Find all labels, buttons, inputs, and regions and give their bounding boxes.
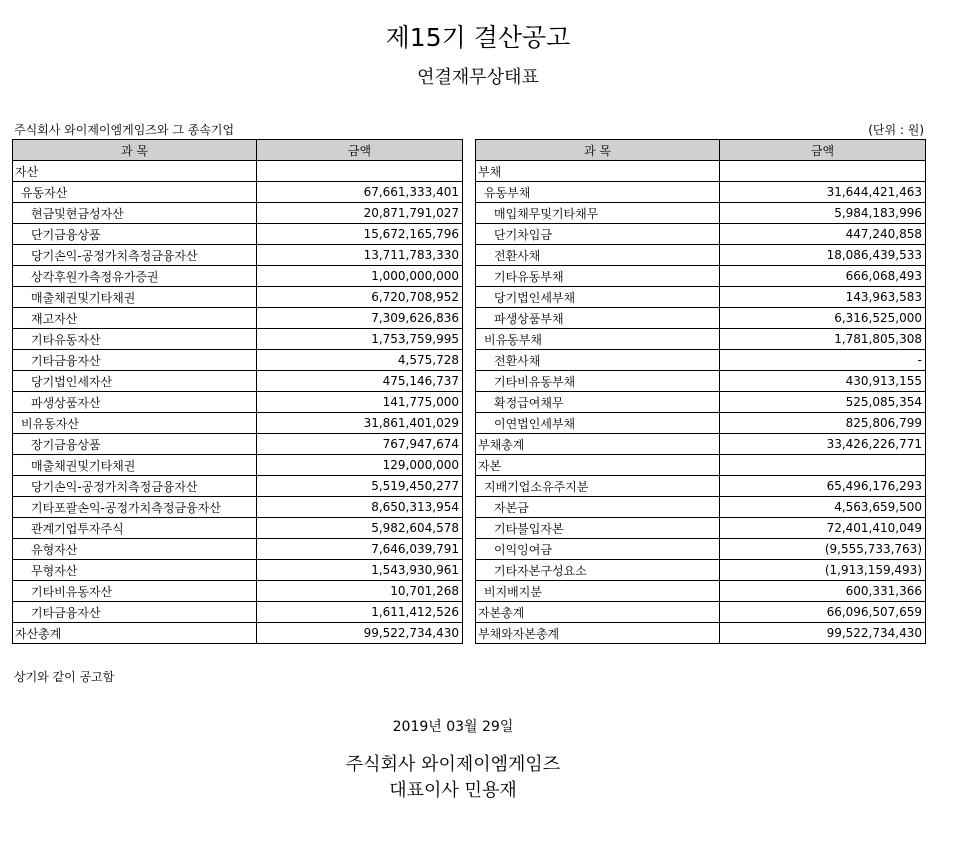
table-row bbox=[13, 161, 463, 182]
row-amount: 67,661,333,401 bbox=[257, 182, 463, 203]
liabilities-equity-table-body bbox=[476, 161, 926, 644]
row-amount: 18,086,439,533 bbox=[720, 245, 926, 266]
row-amount: 6,316,525,000 bbox=[720, 308, 926, 329]
row-amount: 13,711,783,330 bbox=[257, 245, 463, 266]
row-amount: 4,575,728 bbox=[257, 350, 463, 371]
row-amount: 143,963,583 bbox=[720, 287, 926, 308]
table-row bbox=[476, 392, 926, 413]
table-row bbox=[13, 308, 463, 329]
row-amount: 666,068,493 bbox=[720, 266, 926, 287]
table-row bbox=[476, 308, 926, 329]
row-label: 이연법인세부채 bbox=[476, 413, 720, 434]
row-amount: 1,753,759,995 bbox=[257, 329, 463, 350]
table-row bbox=[476, 434, 926, 455]
row-label: 비지배지분 bbox=[476, 581, 720, 602]
table-row bbox=[476, 329, 926, 350]
table-row bbox=[13, 623, 463, 644]
amount-header: 금액 bbox=[257, 140, 463, 161]
row-amount: 15,672,165,796 bbox=[257, 224, 463, 245]
row-label: 매출채권및기타채권 bbox=[13, 455, 257, 476]
ceo-name: 대표이사 민용재 bbox=[389, 780, 517, 801]
liabilities-equity-table bbox=[475, 139, 926, 644]
row-amount: 31,861,401,029 bbox=[257, 413, 463, 434]
table-row bbox=[476, 497, 926, 518]
row-amount bbox=[257, 161, 463, 182]
table-row bbox=[476, 623, 926, 644]
row-amount: 447,240,858 bbox=[720, 224, 926, 245]
assets-table-body bbox=[13, 161, 463, 644]
table-row bbox=[13, 182, 463, 203]
table-row bbox=[13, 560, 463, 581]
table-row bbox=[13, 224, 463, 245]
announcement-date: 2019년 03월 29일 bbox=[392, 719, 514, 735]
row-label: 기타비유동자산 bbox=[13, 581, 257, 602]
table-row bbox=[13, 350, 463, 371]
row-amount: 66,096,507,659 bbox=[720, 602, 926, 623]
table-row bbox=[476, 203, 926, 224]
row-amount: 31,644,421,463 bbox=[720, 182, 926, 203]
row-amount: (1,913,159,493) bbox=[720, 560, 926, 581]
table-row bbox=[13, 329, 463, 350]
table-row bbox=[476, 518, 926, 539]
row-label: 지배기업소유주지분 bbox=[476, 476, 720, 497]
row-label: 유동자산 bbox=[13, 182, 257, 203]
row-label: 비유동부채 bbox=[476, 329, 720, 350]
notice-text: 상기와 같이 공고함 bbox=[14, 670, 115, 684]
row-amount: 99,522,734,430 bbox=[720, 623, 926, 644]
row-amount: 1,611,412,526 bbox=[257, 602, 463, 623]
table-header-row bbox=[13, 140, 463, 161]
table-row bbox=[476, 245, 926, 266]
row-label: 자본 bbox=[476, 455, 720, 476]
row-label: 당기손익-공정가치측정금융자산 bbox=[13, 245, 257, 266]
table-row bbox=[476, 581, 926, 602]
row-label: 상각후원가측정유가증권 bbox=[13, 266, 257, 287]
table-row bbox=[476, 455, 926, 476]
company-name: 주식회사 와이제이엠게임즈 bbox=[345, 754, 561, 775]
row-label: 자본총계 bbox=[476, 602, 720, 623]
row-amount: 525,085,354 bbox=[720, 392, 926, 413]
row-amount: 6,720,708,952 bbox=[257, 287, 463, 308]
document-subtitle: 연결재무상태표 bbox=[417, 67, 539, 88]
row-label: 기타유동자산 bbox=[13, 329, 257, 350]
row-amount bbox=[720, 455, 926, 476]
table-row bbox=[476, 266, 926, 287]
row-label: 기타자본구성요소 bbox=[476, 560, 720, 581]
row-amount: 99,522,734,430 bbox=[257, 623, 463, 644]
row-amount: 7,646,039,791 bbox=[257, 539, 463, 560]
table-row bbox=[13, 413, 463, 434]
row-label: 현금및현금성자산 bbox=[13, 203, 257, 224]
item-header: 과 목 bbox=[476, 140, 720, 161]
table-row bbox=[476, 560, 926, 581]
table-row bbox=[476, 161, 926, 182]
row-label: 유형자산 bbox=[13, 539, 257, 560]
amount-header: 금액 bbox=[720, 140, 926, 161]
table-row bbox=[13, 476, 463, 497]
table-row bbox=[476, 182, 926, 203]
table-row bbox=[476, 539, 926, 560]
table-row bbox=[476, 350, 926, 371]
row-label: 유동부채 bbox=[476, 182, 720, 203]
row-label: 무형자산 bbox=[13, 560, 257, 581]
row-amount: 475,146,737 bbox=[257, 371, 463, 392]
row-amount: 1,781,805,308 bbox=[720, 329, 926, 350]
row-label: 당기손익-공정가치측정금융자산 bbox=[13, 476, 257, 497]
row-amount: 430,913,155 bbox=[720, 371, 926, 392]
row-label: 기타불입자본 bbox=[476, 518, 720, 539]
table-row bbox=[476, 224, 926, 245]
table-row bbox=[13, 497, 463, 518]
row-label: 기타금융자산 bbox=[13, 602, 257, 623]
unit-label: (단위 : 원) bbox=[868, 123, 924, 137]
item-header: 과 목 bbox=[13, 140, 257, 161]
row-label: 당기법인세자산 bbox=[13, 371, 257, 392]
row-amount: 65,496,176,293 bbox=[720, 476, 926, 497]
row-amount: 5,519,450,277 bbox=[257, 476, 463, 497]
table-row bbox=[13, 392, 463, 413]
row-amount: 10,701,268 bbox=[257, 581, 463, 602]
row-amount: 141,775,000 bbox=[257, 392, 463, 413]
row-label: 장기금융상품 bbox=[13, 434, 257, 455]
row-label: 전환사채 bbox=[476, 245, 720, 266]
table-row bbox=[13, 434, 463, 455]
row-label: 전환사채 bbox=[476, 350, 720, 371]
row-amount: 767,947,674 bbox=[257, 434, 463, 455]
row-amount bbox=[720, 161, 926, 182]
row-label: 이익잉여금 bbox=[476, 539, 720, 560]
table-row bbox=[13, 203, 463, 224]
row-amount: 1,543,930,961 bbox=[257, 560, 463, 581]
row-amount: 7,309,626,836 bbox=[257, 308, 463, 329]
table-row bbox=[476, 413, 926, 434]
row-label: 자산총계 bbox=[13, 623, 257, 644]
row-amount: 72,401,410,049 bbox=[720, 518, 926, 539]
company-line: 주식회사 와이제이엠게임즈와 그 종속기업 bbox=[14, 123, 235, 137]
row-label: 기타비유동부채 bbox=[476, 371, 720, 392]
row-amount: 1,000,000,000 bbox=[257, 266, 463, 287]
row-amount: 129,000,000 bbox=[257, 455, 463, 476]
row-amount: 8,650,313,954 bbox=[257, 497, 463, 518]
row-label: 부채총계 bbox=[476, 434, 720, 455]
table-row bbox=[13, 602, 463, 623]
row-label: 기타포괄손익-공정가치측정금융자산 bbox=[13, 497, 257, 518]
row-label: 매입채무및기타채무 bbox=[476, 203, 720, 224]
row-amount: 33,426,226,771 bbox=[720, 434, 926, 455]
row-amount: 600,331,366 bbox=[720, 581, 926, 602]
row-label: 파생상품부채 bbox=[476, 308, 720, 329]
table-row bbox=[13, 287, 463, 308]
table-row bbox=[13, 581, 463, 602]
row-label: 단기금융상품 bbox=[13, 224, 257, 245]
table-row bbox=[13, 371, 463, 392]
table-row bbox=[13, 245, 463, 266]
table-row bbox=[476, 602, 926, 623]
row-amount: (9,555,733,763) bbox=[720, 539, 926, 560]
row-amount: 5,984,183,996 bbox=[720, 203, 926, 224]
row-label: 재고자산 bbox=[13, 308, 257, 329]
row-label: 자본금 bbox=[476, 497, 720, 518]
row-label: 단기차입금 bbox=[476, 224, 720, 245]
row-label: 확정급여채무 bbox=[476, 392, 720, 413]
row-amount: 20,871,791,027 bbox=[257, 203, 463, 224]
row-label: 기타금융자산 bbox=[13, 350, 257, 371]
row-amount: 5,982,604,578 bbox=[257, 518, 463, 539]
table-row bbox=[476, 371, 926, 392]
table-row bbox=[13, 455, 463, 476]
table-row bbox=[13, 518, 463, 539]
table-row bbox=[13, 539, 463, 560]
row-label: 매출채권및기타채권 bbox=[13, 287, 257, 308]
row-amount: 825,806,799 bbox=[720, 413, 926, 434]
row-label: 당기법인세부채 bbox=[476, 287, 720, 308]
table-header-row bbox=[476, 140, 926, 161]
row-label: 자산 bbox=[13, 161, 257, 182]
row-label: 파생상품자산 bbox=[13, 392, 257, 413]
table-row bbox=[476, 287, 926, 308]
row-label: 기타유동부채 bbox=[476, 266, 720, 287]
row-label: 부채 bbox=[476, 161, 720, 182]
row-label: 비유동자산 bbox=[13, 413, 257, 434]
table-row bbox=[13, 266, 463, 287]
row-label: 관계기업투자주식 bbox=[13, 518, 257, 539]
table-row bbox=[476, 476, 926, 497]
row-amount: - bbox=[720, 350, 926, 371]
document-title: 제15기 결산공고 bbox=[385, 23, 571, 52]
assets-table bbox=[12, 139, 463, 644]
row-amount: 4,563,659,500 bbox=[720, 497, 926, 518]
row-label: 부채와자본총계 bbox=[476, 623, 720, 644]
